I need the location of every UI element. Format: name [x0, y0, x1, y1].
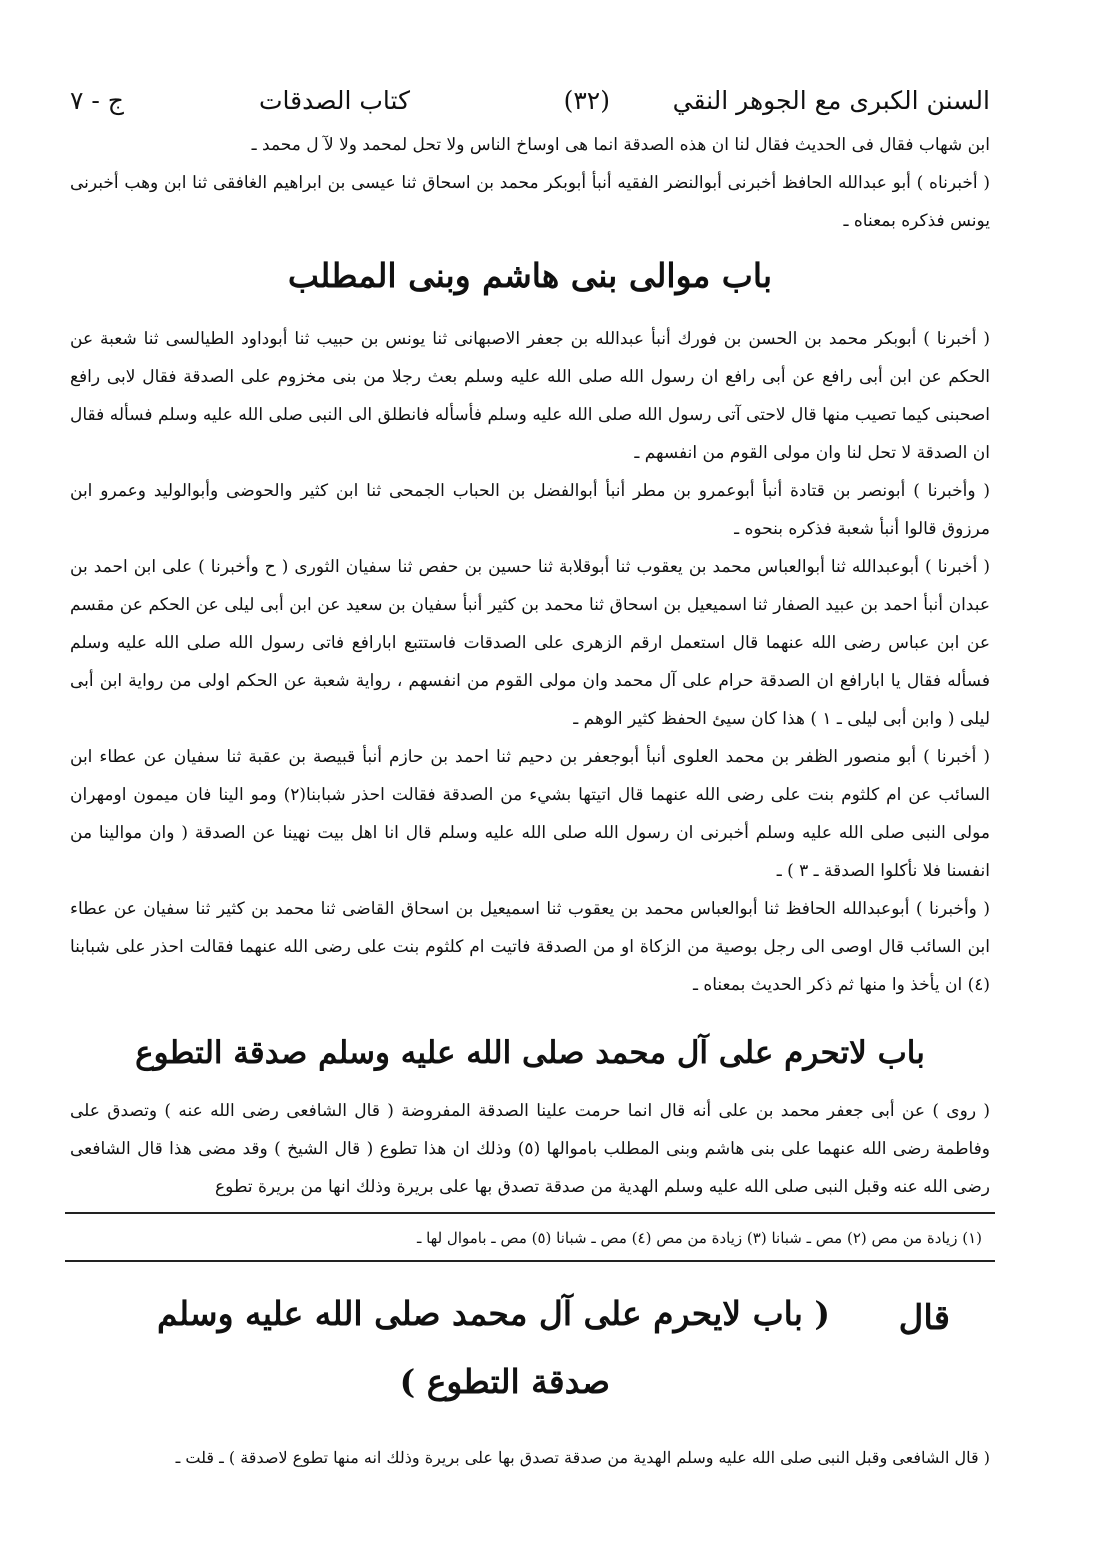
jawhar-heading-line2: صدقة التطوع )	[399, 1362, 610, 1401]
jawhar-paragraph: ( قال الشافعى وقبل النبى صلى الله عليه وسلم الهدية من صدقة تصدق بها على بريرة وذلك انه منها تطوع لاصدقة ) ـ قلت ـ	[175, 1448, 990, 1467]
paragraph: ( أخبرناه ) أبو عبدالله الحافظ أخبرنى أبوالنضر الفقيه أنبأ أبوبكر محمد بن اسحاق ثنا عيسى بن ابراهيم الغافقى ثنا ابن وهب أخبرنى يونس فذكره بمعناه ـ	[70, 173, 990, 231]
paragraph: ابن شهاب فقال فى الحديث فقال لنا ان هذه الصدقة انما هى اوساخ الناس ولا تحل لمحمد ولا لآ ل محمد ـ	[251, 135, 990, 155]
jawhar-heading-line1: ( باب لايحرم على آل محمد صلى الله عليه وسلم	[157, 1294, 830, 1333]
paragraph: ( وأخبرنا ) أبوعبدالله الحافظ ثنا أبوالعباس محمد بن يعقوب ثنا اسميعيل بن اسحاق القاضى ثنا محمد بن كثير ثنا سفيان عن عطاء ابن السائب قال اوصى الى رجل بوصية من الزكاة او من الصدقة فاتيت ام كلثوم بنت على رضى الله عنهما فقالت احذر على شبابنا (٤) ان يأخذ وا منها ثم ذكر الحديث بمعناه ـ	[70, 899, 990, 995]
section-divider	[65, 1260, 995, 1262]
volume-number: ج - ٧	[70, 86, 124, 115]
jawhar-heading	[70, 1280, 990, 1440]
book-title: السنن الكبرى مع الجوهر النقي	[672, 86, 990, 115]
paragraph: ( أخبرنا ) أبوعبدالله ثنا أبوالعباس محمد بن يعقوب ثنا أبوقلابة ثنا حسين بن حفص ثنا سفيان الثورى ( ح وأخبرنا ) على ابن احمد بن عبدان أنبأ احمد بن عبيد الصفار ثنا اسميعيل بن اسحاق ثنا محمد بن كثير أنبأ سفيان بن سعيد عن ابن أبى ليلى عن الحكم عن مقسم عن ابن عباس رضى الله عنهما قال استعمل ارقم الزهرى على الصدقات فاستتبع ابارافع فاتى رسول الله صلى الله عليه وسلم فسأله فقال يا ابارافع ان الصدقة حرام على آل محمد وان مولى القوم من انفسهم ، رواية شعبة عن الحكم اولى من رواية ابن أبى ليلى ( وابن أبى ليلى ـ ١ ) هذا كان سيئ الحفظ كثير الوهم ـ	[70, 557, 990, 729]
footnote-divider	[65, 1212, 995, 1214]
paragraph: ( وأخبرنا ) أبونصر بن قتادة أنبأ أبوعمرو بن مطر أنبأ أبوالفضل بن الحباب الجمحى ثنا ابن كثير والحوضى وأبوالوليد وعمرو ابن مرزوق قالوا أنبأ شعبة فذكره بنحوه ـ	[70, 481, 990, 539]
paragraph: ( أخبرنا ) أبوبكر محمد بن الحسن بن فورك أنبأ عبدالله بن جعفر الاصبهانى ثنا يونس بن حبيب ثنا أبوداود الطيالسى ثنا شعبة عن الحكم عن ابن أبى رافع عن أبى رافع ان رسول الله صلى الله عليه وسلم بعث رجلا من بنى مخزوم على الصدقة فقال لابى رافع اصحبنى كيما تصيب منها قال لاحتى آتى رسول الله صلى الله عليه وسلم فأسأله فانطلق الى النبى صلى الله عليه وسلم فسأله فقال ان الصدقة لا تحل لنا وان مولى القوم من انفسهم ـ	[70, 329, 990, 463]
footnotes: (١) زيادة من مص (٢) مص ـ شبانا (٣) زيادة من مص (٤) مص ـ شبانا (٥) مص ـ باموال لها ـ	[416, 1229, 982, 1247]
paragraph: ( روى ) عن أبى جعفر محمد بن على أنه قال انما حرمت علينا الصدقة المفروضة ( قال الشافعى رضى الله عنه ) وتصدق على وفاطمة رضى الله عنهما على بنى هاشم وبنى المطلب باموالها (٥) وذلك ان هذا تطوع ( قال الشيخ ) وقد مضى هذا قال الشافعى رضى الله عنه وقبل النبى صلى الله عليه وسلم الهدية من صدقة تصدق بها على بريرة وذلك انها من بريرة تطوع	[70, 1101, 990, 1197]
section-heading: باب لاتحرم على آل محمد صلى الله عليه وسلم صدقة التطوع	[135, 1035, 925, 1071]
section-heading: باب موالى بنى هاشم وبنى المطلب	[287, 256, 773, 295]
running-header	[70, 78, 990, 126]
chapter-title: كتاب الصدقات	[258, 86, 410, 115]
document-page	[70, 78, 990, 1476]
paragraph: ( أخبرنا ) أبو منصور الظفر بن محمد العلوى أنبأ أبوجعفر بن دحيم ثنا احمد بن حازم أنبأ قبيصة بن عقبة ثنا سفيان عن عطاء ابن السائب عن ام كلثوم بنت على رضى الله عنهما قال اتيتها بشيء من الصدقة فقالت احذر شبابنا(٢) ومو الينا فان ميمون اومهران مولى النبى صلى الله عليه وسلم أخبرنى ان رسول الله صلى الله عليه وسلم قال انا اهل بيت نهينا عن الصدقة ( وان موالينا من انفسنا فلا نأكلوا الصدقة ـ ٣ ) ـ	[70, 747, 990, 881]
jawhar-qal: قال	[898, 1298, 950, 1338]
page-number: (٣٢)	[563, 86, 610, 115]
